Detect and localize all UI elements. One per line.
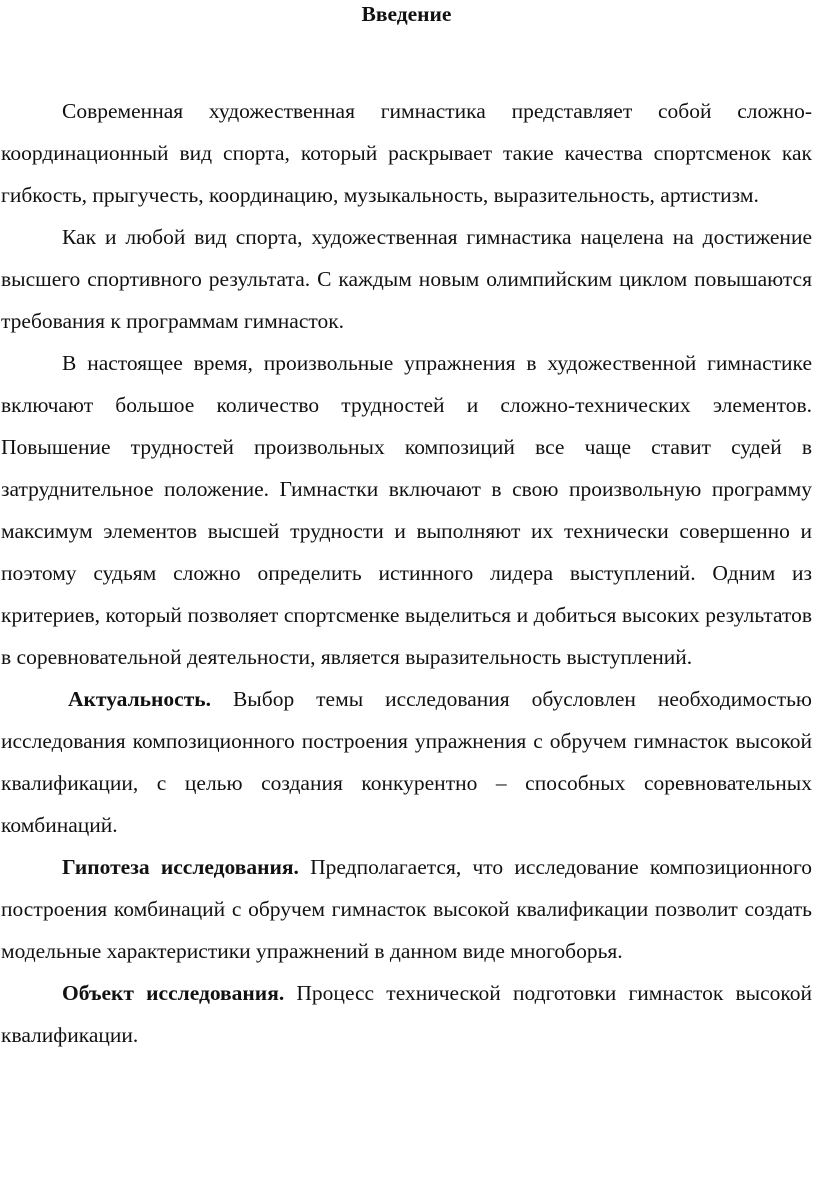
document-title: Введение xyxy=(361,2,452,26)
paragraph-sport-goal xyxy=(1,216,812,342)
paragraph-text: Выбор темы исследования обусловлен необходимостью исследования композиционного построения упражнения с обручем гимнасток высокой квалификации, с целью создания конкурентно – способных соревновательных комбинаций. xyxy=(1,687,812,837)
paragraph-text: Как и любой вид спорта, художественная гимнастика нацелена на достижение высшего спортивного результата. С каждым новым олимпийским циклом повышаются требования к программам гимнасток. xyxy=(1,225,812,333)
paragraph-current-state xyxy=(1,342,812,678)
paragraph-lead: Актуальность. xyxy=(68,687,212,711)
paragraph-text: Предполагается, что исследование композиционного построения комбинаций с обручем гимнасток высокой квалификации позволит создать модельные характеристики упражнений в данном виде многоборья. xyxy=(1,855,813,963)
paragraph-lead: Гипотеза исследования. xyxy=(62,855,299,879)
paragraph-text: В настоящее время, произвольные упражнения в художественной гимнастике включают большое количество трудностей и сложно-технических элементов. Повышение трудностей произвольных композиций все чаще ставит судей в затруднительное положение. Гимнастки включают в свою произвольную программу максимум элементов высшей трудности и выполняют их технически совершенно и поэтому судьям сложно определить истинного лидера выступлений. Одним из критериев, который позволяет спортсменке выделиться и добиться высоких результатов в соревновательной деятельности, является выразительность выступлений. xyxy=(1,351,812,669)
paragraph-hypothesis xyxy=(1,846,812,972)
paragraph-lead: Объект исследования. xyxy=(62,981,285,1005)
paragraph-intro xyxy=(1,90,812,216)
paragraph-text: Современная художественная гимнастика представляет собой сложно-координационный вид спорта, который раскрывает такие качества спортсменок как гибкость, прыгучесть, координацию, музыкальность, выразительность, артистизм. xyxy=(1,99,812,207)
paragraph-object xyxy=(1,972,812,1056)
paragraph-relevance xyxy=(1,678,812,846)
paragraph-text: Процесс технической подготовки гимнасток высокой квалификации. xyxy=(1,981,812,1047)
